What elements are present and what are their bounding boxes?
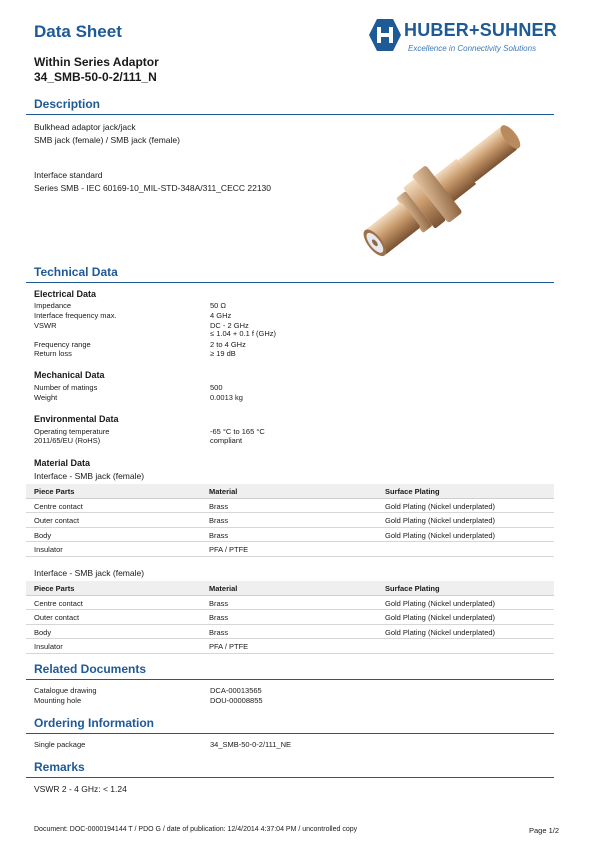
page-title: Data Sheet (34, 22, 122, 41)
spec-label: Interface frequency max. (34, 311, 117, 320)
table-cell: Brass (209, 598, 229, 608)
table-header-row (26, 484, 554, 499)
table-cell: Outer contact (34, 613, 80, 623)
spec-label: Impedance (34, 301, 72, 310)
spec-value: DC - 2 GHz (210, 321, 249, 330)
remarks-text: VSWR 2 - 4 GHz: < 1.24 (34, 784, 127, 794)
table-cell: Body (34, 627, 52, 637)
material-table (26, 581, 554, 654)
spec-label: VSWR (34, 321, 57, 330)
section-divider (26, 777, 554, 778)
table-cell: Gold Plating (Nickel underplated) (385, 530, 496, 540)
table-cell: PFA / PTFE (209, 545, 249, 555)
subsection-heading-electrical: Electrical Data (34, 289, 97, 299)
spec-value: ≥ 19 dB (210, 349, 236, 358)
table-cell: Centre contact (34, 598, 83, 608)
table-row (26, 625, 554, 640)
interface-standard-value: Series SMB - IEC 60169-10_MIL-STD-348A/311_CECC 22130 (34, 183, 272, 193)
table-cell: Brass (209, 627, 229, 637)
spec-label: Number of matings (34, 383, 98, 392)
column-header: Piece Parts (34, 584, 75, 593)
spec-value: compliant (210, 436, 243, 445)
table-row (26, 639, 554, 654)
section-heading-remarks: Remarks (34, 760, 85, 774)
column-header: Material (209, 584, 238, 593)
table-cell: Gold Plating (Nickel underplated) (385, 613, 496, 623)
spec-label: 2011/65/EU (RoHS) (34, 436, 101, 445)
spec-value: 500 (210, 383, 223, 392)
logo-wordmark: HUBER+SUHNER (404, 20, 557, 40)
spec-value: 2 to 4 GHz (210, 340, 246, 349)
table-cell: Insulator (34, 642, 63, 652)
table-cell: Brass (209, 613, 229, 623)
table-cell: Centre contact (34, 501, 83, 511)
product-name: Within Series Adaptor (34, 55, 159, 69)
company-logo (368, 18, 568, 58)
document-number: DCA-00013565 (210, 686, 262, 695)
spec-value: ≤ 1.04 + 0.1 f (GHz) (210, 329, 277, 338)
table-cell: Gold Plating (Nickel underplated) (385, 501, 496, 511)
table-cell: Outer contact (34, 516, 80, 526)
subsection-heading-environmental: Environmental Data (34, 414, 119, 424)
column-header: Material (209, 487, 238, 496)
table-row (26, 542, 554, 557)
document-label: Mounting hole (34, 696, 82, 705)
spec-value: -65 °C to 165 °C (210, 427, 265, 436)
table-row (26, 499, 554, 514)
footer-document-info: Document: DOC-0000194144 T / PDO G / date of publication: 12/4/2014 4:37:04 PM / uncontrolled copy (34, 826, 358, 833)
product-code: 34_SMB-50-0-2/111_N (34, 70, 157, 84)
section-divider (26, 733, 554, 734)
table-row (26, 596, 554, 611)
spec-value: 4 GHz (210, 311, 232, 320)
column-header: Piece Parts (34, 487, 75, 496)
section-heading-technical-data: Technical Data (34, 265, 118, 279)
section-divider (26, 282, 554, 283)
table-cell: Gold Plating (Nickel underplated) (385, 627, 496, 637)
product-image (330, 112, 560, 264)
description-line: SMB jack (female) / SMB jack (female) (34, 135, 180, 145)
spec-value: 0.0013 kg (210, 393, 243, 402)
ordering-value: 34_SMB-50-0-2/111_NE (210, 740, 292, 749)
interface-standard-label: Interface standard (34, 170, 103, 180)
description-line: Bulkhead adaptor jack/jack (34, 122, 136, 132)
spec-value: 50 Ω (210, 301, 227, 310)
subsection-heading-material: Material Data (34, 458, 91, 468)
table-row (26, 513, 554, 528)
table-cell: PFA / PTFE (209, 642, 249, 652)
column-header: Surface Plating (385, 584, 440, 593)
section-divider (26, 679, 554, 680)
table-header-row (26, 581, 554, 596)
table-row (26, 610, 554, 625)
section-heading-ordering-information: Ordering Information (34, 716, 154, 730)
subsection-heading-mechanical: Mechanical Data (34, 370, 105, 380)
table-cell: Brass (209, 516, 229, 526)
logo-emblem-icon (368, 18, 402, 52)
ordering-label: Single package (34, 740, 86, 749)
table-cell: Body (34, 530, 52, 540)
table-cell: Insulator (34, 545, 63, 555)
section-heading-description: Description (34, 97, 101, 111)
logo-tagline: Excellence in Connectivity Solutions (408, 44, 537, 53)
material-table-title: Interface - SMB jack (female) (34, 568, 145, 578)
spec-label: Operating temperature (34, 427, 110, 436)
table-cell: Brass (209, 530, 229, 540)
section-heading-related-documents: Related Documents (34, 662, 147, 676)
document-label: Catalogue drawing (34, 686, 97, 695)
column-header: Surface Plating (385, 487, 440, 496)
table-row (26, 528, 554, 543)
table-cell: Brass (209, 501, 229, 511)
page-number: Page 1/2 (528, 826, 559, 835)
spec-label: Weight (34, 393, 58, 402)
table-cell: Gold Plating (Nickel underplated) (385, 516, 496, 526)
table-cell: Gold Plating (Nickel underplated) (385, 598, 496, 608)
spec-label: Frequency range (34, 340, 91, 349)
material-table-title: Interface - SMB jack (female) (34, 471, 145, 481)
material-table (26, 484, 554, 557)
document-number: DOU-00008855 (210, 696, 263, 705)
spec-label: Return loss (34, 349, 72, 358)
